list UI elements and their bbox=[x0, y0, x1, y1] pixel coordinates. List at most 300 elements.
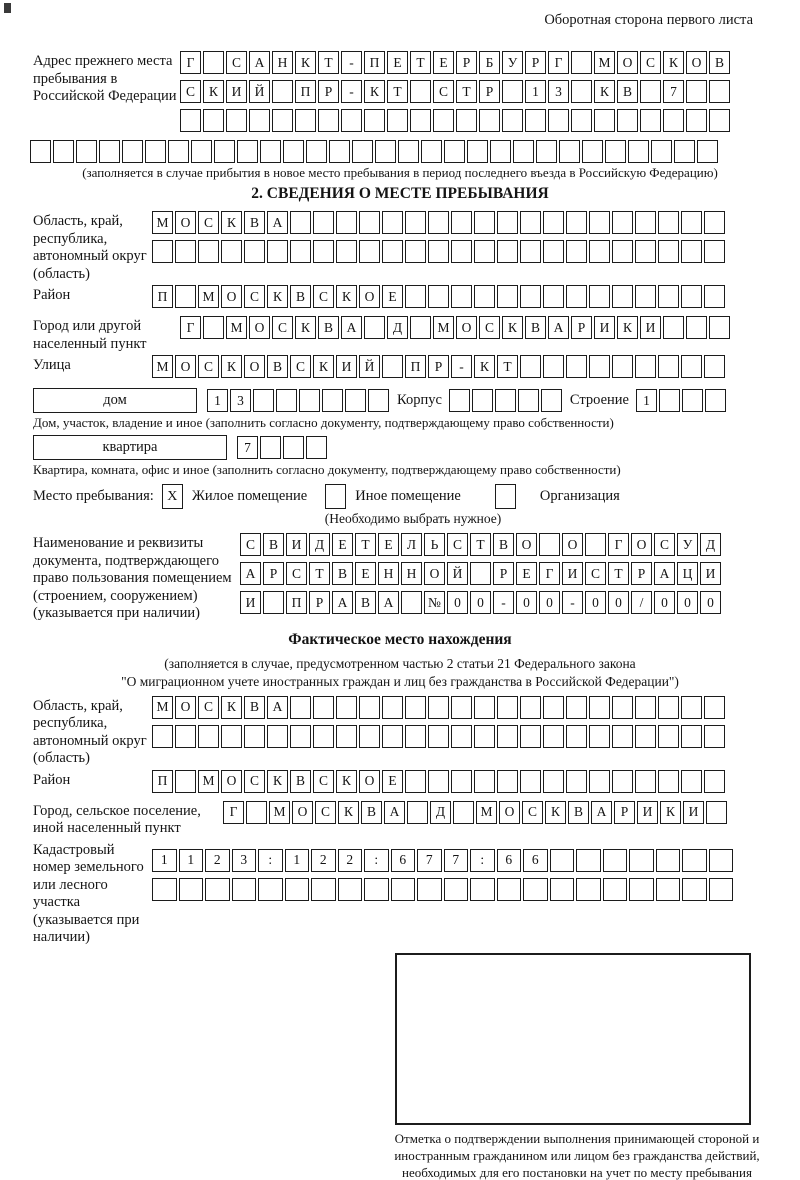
form-cell[interactable]: 2 bbox=[205, 849, 230, 872]
form-cell[interactable]: М bbox=[594, 51, 615, 74]
form-cell[interactable]: А bbox=[591, 801, 612, 824]
form-cell[interactable] bbox=[589, 355, 610, 378]
form-cell[interactable] bbox=[405, 725, 426, 748]
form-cell[interactable] bbox=[364, 109, 385, 132]
form-cell[interactable] bbox=[306, 140, 327, 163]
form-cell[interactable]: 7 bbox=[417, 849, 442, 872]
form-cell[interactable] bbox=[474, 240, 495, 263]
form-cell[interactable]: О bbox=[631, 533, 652, 556]
form-cell[interactable]: : bbox=[470, 849, 495, 872]
form-cell[interactable] bbox=[410, 109, 431, 132]
form-cell[interactable] bbox=[382, 240, 403, 263]
form-cell[interactable] bbox=[520, 211, 541, 234]
form-cell[interactable] bbox=[697, 140, 718, 163]
form-cell[interactable] bbox=[451, 240, 472, 263]
form-cell[interactable] bbox=[318, 109, 339, 132]
form-cell[interactable] bbox=[368, 389, 389, 412]
form-cell[interactable] bbox=[382, 355, 403, 378]
form-cell[interactable] bbox=[313, 240, 334, 263]
form-cell[interactable]: А bbox=[341, 316, 362, 339]
form-cell[interactable] bbox=[352, 140, 373, 163]
form-cell[interactable]: Р bbox=[525, 51, 546, 74]
form-cell[interactable]: 0 bbox=[677, 591, 698, 614]
form-cell[interactable] bbox=[525, 109, 546, 132]
form-cell[interactable] bbox=[410, 316, 431, 339]
form-cell[interactable]: С bbox=[198, 211, 219, 234]
form-cell[interactable]: Т bbox=[318, 51, 339, 74]
form-cell[interactable] bbox=[640, 80, 661, 103]
form-cell[interactable] bbox=[290, 211, 311, 234]
stay-option-other-premises-checkbox[interactable] bbox=[325, 484, 346, 509]
form-cell[interactable]: Т bbox=[410, 51, 431, 74]
form-cell[interactable] bbox=[407, 801, 428, 824]
form-cell[interactable] bbox=[99, 140, 120, 163]
form-cell[interactable]: И bbox=[286, 533, 307, 556]
form-cell[interactable]: О bbox=[221, 770, 242, 793]
form-cell[interactable] bbox=[474, 770, 495, 793]
form-cell[interactable]: В bbox=[525, 316, 546, 339]
form-cell[interactable] bbox=[180, 109, 201, 132]
form-cell[interactable] bbox=[272, 80, 293, 103]
form-cell[interactable] bbox=[474, 725, 495, 748]
form-cell[interactable]: Д bbox=[309, 533, 330, 556]
form-cell[interactable]: Р bbox=[263, 562, 284, 585]
form-cell[interactable] bbox=[474, 696, 495, 719]
form-cell[interactable] bbox=[359, 211, 380, 234]
form-cell[interactable] bbox=[375, 140, 396, 163]
form-cell[interactable] bbox=[566, 211, 587, 234]
form-cell[interactable] bbox=[658, 696, 679, 719]
form-cell[interactable] bbox=[704, 770, 725, 793]
form-cell[interactable] bbox=[405, 240, 426, 263]
form-cell[interactable] bbox=[541, 389, 562, 412]
form-cell[interactable]: Р bbox=[631, 562, 652, 585]
form-cell[interactable]: С bbox=[198, 355, 219, 378]
form-cell[interactable]: С bbox=[433, 80, 454, 103]
form-cell[interactable] bbox=[428, 240, 449, 263]
form-cell[interactable] bbox=[341, 109, 362, 132]
form-cell[interactable] bbox=[428, 696, 449, 719]
form-cell[interactable] bbox=[704, 696, 725, 719]
form-cell[interactable]: К bbox=[295, 51, 316, 74]
form-cell[interactable]: О bbox=[686, 51, 707, 74]
form-cell[interactable] bbox=[682, 849, 707, 872]
form-cell[interactable]: О bbox=[244, 355, 265, 378]
form-cell[interactable] bbox=[539, 533, 560, 556]
form-cell[interactable] bbox=[571, 109, 592, 132]
form-cell[interactable] bbox=[285, 878, 310, 901]
form-cell[interactable]: О bbox=[424, 562, 445, 585]
form-cell[interactable]: Т bbox=[608, 562, 629, 585]
form-cell[interactable] bbox=[428, 285, 449, 308]
form-cell[interactable] bbox=[612, 240, 633, 263]
form-cell[interactable]: И bbox=[640, 316, 661, 339]
form-cell[interactable] bbox=[709, 80, 730, 103]
form-cell[interactable]: Е bbox=[433, 51, 454, 74]
form-cell[interactable]: 1 bbox=[525, 80, 546, 103]
form-cell[interactable]: А bbox=[548, 316, 569, 339]
form-cell[interactable]: И bbox=[336, 355, 357, 378]
form-cell[interactable] bbox=[550, 878, 575, 901]
form-cell[interactable] bbox=[336, 725, 357, 748]
stay-option-residential-checkbox[interactable]: X bbox=[162, 484, 183, 509]
form-cell[interactable]: С bbox=[226, 51, 247, 74]
form-cell[interactable]: Е bbox=[516, 562, 537, 585]
form-cell[interactable] bbox=[283, 140, 304, 163]
form-cell[interactable] bbox=[267, 725, 288, 748]
form-cell[interactable] bbox=[656, 878, 681, 901]
form-cell[interactable]: К bbox=[502, 316, 523, 339]
form-cell[interactable] bbox=[467, 140, 488, 163]
form-cell[interactable] bbox=[444, 140, 465, 163]
form-cell[interactable]: С bbox=[244, 770, 265, 793]
form-cell[interactable] bbox=[444, 878, 469, 901]
form-cell[interactable] bbox=[336, 211, 357, 234]
form-cell[interactable] bbox=[474, 285, 495, 308]
form-cell[interactable] bbox=[313, 725, 334, 748]
form-cell[interactable]: 6 bbox=[497, 849, 522, 872]
form-cell[interactable] bbox=[249, 109, 270, 132]
form-cell[interactable] bbox=[322, 389, 343, 412]
form-cell[interactable]: К bbox=[203, 80, 224, 103]
form-cell[interactable] bbox=[359, 725, 380, 748]
form-cell[interactable]: К bbox=[221, 211, 242, 234]
form-cell[interactable]: О bbox=[617, 51, 638, 74]
form-cell[interactable] bbox=[329, 140, 350, 163]
form-cell[interactable]: К bbox=[221, 696, 242, 719]
form-cell[interactable]: П bbox=[152, 770, 173, 793]
form-cell[interactable]: С bbox=[240, 533, 261, 556]
form-cell[interactable] bbox=[474, 211, 495, 234]
form-cell[interactable]: К bbox=[267, 770, 288, 793]
form-cell[interactable]: У bbox=[502, 51, 523, 74]
form-cell[interactable]: И bbox=[226, 80, 247, 103]
form-cell[interactable]: М bbox=[476, 801, 497, 824]
form-cell[interactable]: В bbox=[332, 562, 353, 585]
form-cell[interactable] bbox=[364, 316, 385, 339]
form-cell[interactable] bbox=[706, 801, 727, 824]
form-cell[interactable] bbox=[497, 725, 518, 748]
form-cell[interactable] bbox=[497, 696, 518, 719]
form-cell[interactable]: 0 bbox=[447, 591, 468, 614]
form-cell[interactable]: Й bbox=[249, 80, 270, 103]
form-cell[interactable]: П bbox=[295, 80, 316, 103]
form-cell[interactable]: М bbox=[152, 696, 173, 719]
form-cell[interactable]: Р bbox=[493, 562, 514, 585]
form-cell[interactable] bbox=[175, 770, 196, 793]
form-cell[interactable] bbox=[566, 770, 587, 793]
form-cell[interactable] bbox=[686, 109, 707, 132]
form-cell[interactable]: В bbox=[318, 316, 339, 339]
form-cell[interactable] bbox=[175, 725, 196, 748]
form-cell[interactable]: 3 bbox=[230, 389, 251, 412]
form-cell[interactable]: 1 bbox=[636, 389, 657, 412]
form-cell[interactable] bbox=[635, 696, 656, 719]
form-cell[interactable] bbox=[640, 109, 661, 132]
form-cell[interactable] bbox=[635, 355, 656, 378]
form-cell[interactable] bbox=[179, 878, 204, 901]
form-cell[interactable] bbox=[456, 109, 477, 132]
form-cell[interactable]: Ц bbox=[677, 562, 698, 585]
form-cell[interactable] bbox=[658, 355, 679, 378]
form-cell[interactable] bbox=[260, 140, 281, 163]
form-cell[interactable] bbox=[152, 240, 173, 263]
form-cell[interactable]: С bbox=[180, 80, 201, 103]
form-cell[interactable] bbox=[520, 770, 541, 793]
form-cell[interactable] bbox=[635, 725, 656, 748]
form-cell[interactable]: 7 bbox=[444, 849, 469, 872]
form-cell[interactable]: Н bbox=[401, 562, 422, 585]
form-cell[interactable] bbox=[152, 878, 177, 901]
form-cell[interactable]: О bbox=[175, 355, 196, 378]
form-cell[interactable] bbox=[520, 240, 541, 263]
form-cell[interactable] bbox=[704, 725, 725, 748]
form-cell[interactable] bbox=[338, 878, 363, 901]
form-cell[interactable] bbox=[198, 240, 219, 263]
form-cell[interactable] bbox=[237, 140, 258, 163]
form-cell[interactable] bbox=[520, 285, 541, 308]
form-cell[interactable] bbox=[518, 389, 539, 412]
form-cell[interactable]: Т bbox=[387, 80, 408, 103]
form-cell[interactable] bbox=[585, 533, 606, 556]
form-cell[interactable] bbox=[681, 355, 702, 378]
form-cell[interactable]: В bbox=[568, 801, 589, 824]
form-cell[interactable] bbox=[290, 240, 311, 263]
form-cell[interactable] bbox=[405, 211, 426, 234]
form-cell[interactable] bbox=[635, 211, 656, 234]
form-cell[interactable] bbox=[311, 878, 336, 901]
form-cell[interactable]: С bbox=[315, 801, 336, 824]
form-cell[interactable]: К bbox=[338, 801, 359, 824]
form-cell[interactable]: 0 bbox=[539, 591, 560, 614]
form-cell[interactable]: В bbox=[244, 211, 265, 234]
form-cell[interactable] bbox=[548, 109, 569, 132]
form-cell[interactable] bbox=[635, 770, 656, 793]
form-cell[interactable] bbox=[198, 725, 219, 748]
form-cell[interactable]: Л bbox=[401, 533, 422, 556]
form-cell[interactable]: А bbox=[267, 211, 288, 234]
form-cell[interactable]: М bbox=[152, 355, 173, 378]
form-cell[interactable] bbox=[550, 849, 575, 872]
form-cell[interactable]: 1 bbox=[285, 849, 310, 872]
form-cell[interactable] bbox=[479, 109, 500, 132]
form-cell[interactable]: Д bbox=[700, 533, 721, 556]
form-cell[interactable]: 1 bbox=[152, 849, 177, 872]
form-cell[interactable] bbox=[686, 80, 707, 103]
form-cell[interactable] bbox=[433, 109, 454, 132]
form-cell[interactable] bbox=[605, 140, 626, 163]
form-cell[interactable]: А bbox=[249, 51, 270, 74]
form-cell[interactable] bbox=[566, 725, 587, 748]
form-cell[interactable] bbox=[709, 316, 730, 339]
form-cell[interactable] bbox=[451, 696, 472, 719]
form-cell[interactable] bbox=[470, 878, 495, 901]
form-cell[interactable]: П bbox=[405, 355, 426, 378]
form-cell[interactable] bbox=[244, 240, 265, 263]
form-cell[interactable]: К bbox=[594, 80, 615, 103]
form-cell[interactable]: - bbox=[562, 591, 583, 614]
form-cell[interactable]: К bbox=[663, 51, 684, 74]
form-cell[interactable] bbox=[122, 140, 143, 163]
form-cell[interactable]: 3 bbox=[548, 80, 569, 103]
form-cell[interactable]: И bbox=[594, 316, 615, 339]
form-cell[interactable]: И bbox=[240, 591, 261, 614]
form-cell[interactable]: К bbox=[336, 770, 357, 793]
form-cell[interactable] bbox=[405, 285, 426, 308]
form-cell[interactable]: 7 bbox=[237, 436, 258, 459]
form-cell[interactable]: С bbox=[290, 355, 311, 378]
form-cell[interactable] bbox=[576, 878, 601, 901]
form-cell[interactable]: А bbox=[384, 801, 405, 824]
form-cell[interactable] bbox=[263, 591, 284, 614]
form-cell[interactable] bbox=[681, 696, 702, 719]
form-cell[interactable]: : bbox=[258, 849, 283, 872]
form-cell[interactable] bbox=[221, 240, 242, 263]
form-cell[interactable]: М bbox=[152, 211, 173, 234]
form-cell[interactable] bbox=[497, 770, 518, 793]
form-cell[interactable]: Г bbox=[180, 51, 201, 74]
stay-option-organization-checkbox[interactable] bbox=[495, 484, 516, 509]
form-cell[interactable]: О bbox=[221, 285, 242, 308]
form-cell[interactable] bbox=[709, 849, 734, 872]
form-cell[interactable] bbox=[152, 725, 173, 748]
form-cell[interactable] bbox=[382, 696, 403, 719]
form-cell[interactable]: Д bbox=[430, 801, 451, 824]
form-cell[interactable] bbox=[391, 878, 416, 901]
form-cell[interactable] bbox=[629, 849, 654, 872]
form-cell[interactable] bbox=[497, 285, 518, 308]
form-cell[interactable] bbox=[410, 80, 431, 103]
form-cell[interactable] bbox=[428, 770, 449, 793]
form-cell[interactable]: О bbox=[249, 316, 270, 339]
form-cell[interactable]: Е bbox=[382, 770, 403, 793]
form-cell[interactable] bbox=[145, 140, 166, 163]
form-cell[interactable]: - bbox=[341, 80, 362, 103]
form-cell[interactable] bbox=[267, 240, 288, 263]
form-cell[interactable]: М bbox=[198, 285, 219, 308]
form-cell[interactable] bbox=[451, 725, 472, 748]
form-cell[interactable]: 0 bbox=[700, 591, 721, 614]
form-cell[interactable]: Т bbox=[470, 533, 491, 556]
form-cell[interactable] bbox=[191, 140, 212, 163]
form-cell[interactable]: М bbox=[269, 801, 290, 824]
form-cell[interactable]: Т bbox=[456, 80, 477, 103]
form-cell[interactable] bbox=[30, 140, 51, 163]
form-cell[interactable]: С bbox=[286, 562, 307, 585]
form-cell[interactable] bbox=[612, 725, 633, 748]
form-cell[interactable]: М bbox=[226, 316, 247, 339]
form-cell[interactable] bbox=[612, 696, 633, 719]
form-cell[interactable] bbox=[520, 696, 541, 719]
form-cell[interactable] bbox=[520, 725, 541, 748]
form-cell[interactable]: С bbox=[313, 770, 334, 793]
form-cell[interactable]: Г bbox=[223, 801, 244, 824]
form-cell[interactable]: К bbox=[221, 355, 242, 378]
form-cell[interactable] bbox=[682, 389, 703, 412]
form-cell[interactable] bbox=[589, 211, 610, 234]
form-cell[interactable] bbox=[612, 211, 633, 234]
form-cell[interactable]: С bbox=[447, 533, 468, 556]
form-cell[interactable]: Ь bbox=[424, 533, 445, 556]
form-cell[interactable]: А bbox=[267, 696, 288, 719]
form-cell[interactable] bbox=[453, 801, 474, 824]
form-cell[interactable]: И bbox=[637, 801, 658, 824]
form-cell[interactable]: В bbox=[617, 80, 638, 103]
form-cell[interactable]: - bbox=[451, 355, 472, 378]
form-cell[interactable] bbox=[704, 240, 725, 263]
form-cell[interactable] bbox=[428, 211, 449, 234]
form-cell[interactable]: Р bbox=[479, 80, 500, 103]
form-cell[interactable] bbox=[705, 389, 726, 412]
form-cell[interactable]: П bbox=[364, 51, 385, 74]
form-cell[interactable] bbox=[536, 140, 557, 163]
form-cell[interactable] bbox=[612, 355, 633, 378]
form-cell[interactable]: 6 bbox=[391, 849, 416, 872]
form-cell[interactable] bbox=[502, 80, 523, 103]
form-cell[interactable]: А bbox=[332, 591, 353, 614]
form-cell[interactable]: / bbox=[631, 591, 652, 614]
form-cell[interactable] bbox=[290, 696, 311, 719]
form-cell[interactable] bbox=[205, 878, 230, 901]
form-cell[interactable]: В bbox=[244, 696, 265, 719]
form-cell[interactable]: П bbox=[286, 591, 307, 614]
form-cell[interactable] bbox=[663, 109, 684, 132]
form-cell[interactable] bbox=[663, 316, 684, 339]
form-cell[interactable]: С bbox=[313, 285, 334, 308]
form-cell[interactable]: Т bbox=[497, 355, 518, 378]
form-cell[interactable] bbox=[704, 211, 725, 234]
form-cell[interactable] bbox=[226, 109, 247, 132]
form-cell[interactable]: У bbox=[677, 533, 698, 556]
form-cell[interactable] bbox=[658, 770, 679, 793]
form-cell[interactable] bbox=[523, 878, 548, 901]
form-cell[interactable]: 2 bbox=[338, 849, 363, 872]
form-cell[interactable] bbox=[76, 140, 97, 163]
form-cell[interactable] bbox=[704, 285, 725, 308]
form-cell[interactable]: 0 bbox=[585, 591, 606, 614]
form-cell[interactable] bbox=[543, 240, 564, 263]
form-cell[interactable]: Н bbox=[378, 562, 399, 585]
form-cell[interactable] bbox=[651, 140, 672, 163]
form-cell[interactable]: В bbox=[709, 51, 730, 74]
form-cell[interactable] bbox=[313, 211, 334, 234]
form-cell[interactable] bbox=[451, 770, 472, 793]
form-cell[interactable]: К bbox=[660, 801, 681, 824]
form-cell[interactable] bbox=[681, 725, 702, 748]
form-cell[interactable] bbox=[686, 316, 707, 339]
form-cell[interactable] bbox=[594, 109, 615, 132]
form-cell[interactable]: Е bbox=[332, 533, 353, 556]
form-cell[interactable]: 1 bbox=[179, 849, 204, 872]
form-cell[interactable]: Р bbox=[309, 591, 330, 614]
form-cell[interactable]: 6 bbox=[523, 849, 548, 872]
form-cell[interactable] bbox=[417, 878, 442, 901]
form-cell[interactable] bbox=[451, 285, 472, 308]
form-cell[interactable]: К bbox=[545, 801, 566, 824]
form-cell[interactable]: Р bbox=[456, 51, 477, 74]
form-cell[interactable]: Е bbox=[382, 285, 403, 308]
form-cell[interactable]: А bbox=[654, 562, 675, 585]
form-cell[interactable]: Н bbox=[272, 51, 293, 74]
form-cell[interactable]: Й bbox=[447, 562, 468, 585]
form-cell[interactable] bbox=[612, 285, 633, 308]
form-cell[interactable]: С bbox=[522, 801, 543, 824]
form-cell[interactable] bbox=[306, 436, 327, 459]
form-cell[interactable]: Й bbox=[359, 355, 380, 378]
form-cell[interactable] bbox=[566, 240, 587, 263]
form-cell[interactable] bbox=[612, 770, 633, 793]
form-cell[interactable] bbox=[382, 211, 403, 234]
